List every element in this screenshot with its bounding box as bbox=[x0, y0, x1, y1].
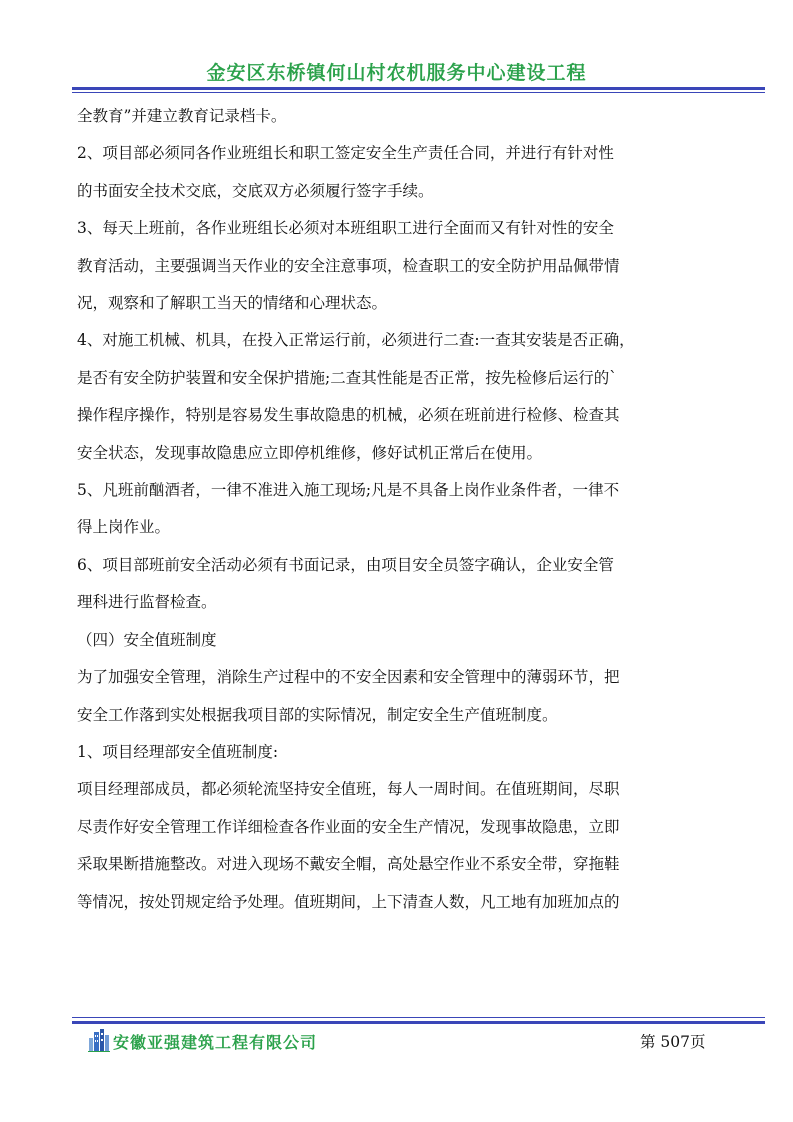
body-line: 项目经理部成员，都必须轮流坚持安全值班，每人一周时间。在值班期间，尽职 bbox=[77, 780, 620, 799]
body-line: 2、项目部必须同各作业班组长和职工签定安全生产责任合同，并进行有针对性 bbox=[77, 144, 614, 163]
footer-rule-thin bbox=[72, 1017, 765, 1018]
body-line: 3、每天上班前，各作业班组长必须对本班组职工进行全面而又有针对性的安全 bbox=[77, 219, 614, 238]
body-line: 1、项目经理部安全值班制度: bbox=[77, 742, 279, 761]
body-line: 为了加强安全管理，消除生产过程中的不安全因素和安全管理中的薄弱环节，把 bbox=[77, 668, 620, 687]
building-logo-icon bbox=[88, 1028, 110, 1052]
header-rule-thick bbox=[72, 87, 765, 90]
body-line: 得上岗作业。 bbox=[77, 518, 171, 537]
page-number: 第 507页 bbox=[640, 1033, 706, 1051]
section-heading: （四）安全值班制度 bbox=[77, 630, 217, 649]
body-line: 尽责作好安全管理工作详细检查各作业面的安全生产情况，发现事故隐患，立即 bbox=[77, 817, 620, 836]
body-line: 况，观察和了解职工当天的情绪和心理状态。 bbox=[77, 294, 388, 313]
body-line: 4、对施工机械、机具，在投入正常运行前，必须进行二查:一查其安装是否正确， bbox=[77, 331, 635, 350]
body-line: 采取果断措施整改。对进入现场不戴安全帽，高处悬空作业不系安全带，穿拖鞋 bbox=[77, 855, 620, 874]
body-line: 是否有安全防护装置和安全保护措施;二查其性能是否正常，按先检修后运行的` bbox=[77, 368, 617, 387]
body-line: 6、项目部班前安全活动必须有书面记录，由项目安全员签字确认，企业安全管 bbox=[77, 555, 614, 574]
footer-company-name: 安徽亚强建筑工程有限公司 bbox=[113, 1033, 318, 1052]
body-line: 教育活动，主要强调当天作业的安全注意事项，检查职工的安全防护用品佩带情 bbox=[77, 256, 620, 275]
body-line: 理科进行监督检查。 bbox=[77, 593, 217, 612]
footer-rule-thick bbox=[72, 1021, 765, 1024]
header-title: 金安区东桥镇何山村农机服务中心建设工程 bbox=[206, 62, 587, 84]
body-line: 5、凡班前酗酒者，一律不准进入施工现场;凡是不具备上岗作业条件者，一律不 bbox=[77, 481, 620, 500]
header-rule-thin bbox=[72, 92, 765, 93]
body-line: 安全状态，发现事故隐患应立即停机维修，修好试机正常后在使用。 bbox=[77, 443, 543, 462]
body-line: 操作程序操作，特别是容易发生事故隐患的机械，必须在班前进行检修、检查其 bbox=[77, 406, 620, 425]
body-line: 等情况，按处罚规定给予处理。值班期间，上下清查人数，凡工地有加班加点的 bbox=[77, 892, 620, 911]
body-line: 全教育”并建立教育记录档卡。 bbox=[77, 107, 287, 125]
body-text bbox=[77, 98, 732, 921]
body-line: 安全工作落到实处根据我项目部的实际情况，制定安全生产值班制度。 bbox=[77, 705, 558, 724]
body-line: 的书面安全技术交底，交底双方必须履行签字手续。 bbox=[77, 181, 434, 200]
